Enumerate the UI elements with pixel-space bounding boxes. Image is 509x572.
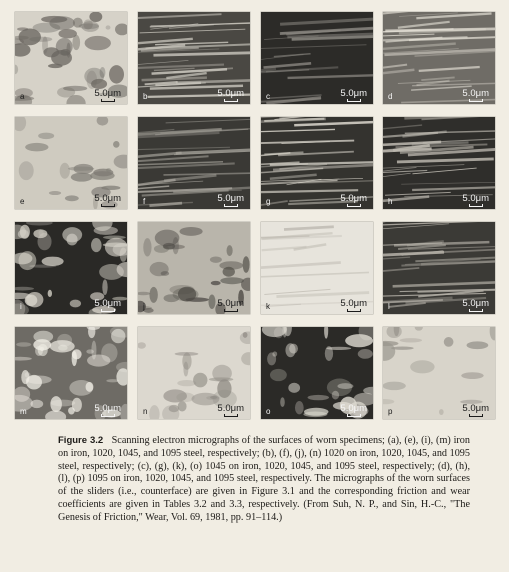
scale-bar	[340, 194, 367, 208]
caption-text: Scanning electron micrographs of the surfaces of worn specimens; (a), (e), (i), (m) iron on iron, 1020, 1045, and 1095 steel, respectively; (b), (f), (j), (n) 1020 on iron, 1020, 1045, and 1095 steel, respectively; (c), (g), (k), (o) 1045 on iron, 1020, 1045, and 1095 steel, respectively; (d), (h), (l), (p) 1095 on iron, 1020, 1045, and 1095 steel, respectively. The micrographs of the worn surfaces of the sliders (i.e., counterface) are given in Figure 3.1 and the corresponding friction and wear coefficients are given in Tables 3.2 and 3.3, respectively. (From Suh, N. P., and Sin, H.-C., "The Genesis of Friction," Wear, Vol. 69, 1981, pp. 91–114.)	[58, 435, 470, 523]
scale-bar-label: 5.0μm	[462, 192, 489, 204]
scale-bar-label: 5.0μm	[462, 402, 489, 414]
scale-bar-label: 5.0μm	[217, 402, 244, 414]
scale-bar-mark	[469, 309, 483, 312]
micrograph-panel-o	[261, 327, 373, 419]
scale-bar-label: 5.0μm	[462, 87, 489, 99]
scale-bar	[94, 404, 121, 418]
scale-bar-mark	[469, 204, 483, 207]
panel-label: j	[143, 302, 145, 311]
panel-label: f	[143, 197, 146, 206]
scale-bar-label: 5.0μm	[462, 297, 489, 309]
scale-bar-mark	[101, 414, 115, 417]
panel-label: n	[143, 407, 148, 416]
micrograph-panel-f	[138, 117, 250, 209]
scale-bar	[217, 299, 244, 313]
scale-bar	[217, 194, 244, 208]
scale-bar-mark	[224, 204, 238, 207]
scale-bar-mark	[224, 309, 238, 312]
scale-bar-label: 5.0μm	[340, 192, 367, 204]
scale-bar-label: 5.0μm	[340, 402, 367, 414]
micrograph-panel-m	[15, 327, 127, 419]
micrograph-panel-e	[15, 117, 127, 209]
scale-bar-mark	[469, 414, 483, 417]
panel-label: c	[266, 92, 270, 101]
panel-label: e	[20, 197, 25, 206]
micrograph-panel-a	[15, 12, 127, 104]
panel-label: g	[266, 197, 271, 206]
panel-label: m	[20, 407, 27, 416]
caption-label: Figure 3.2	[58, 435, 104, 446]
micrograph-panel-k	[261, 222, 373, 314]
scale-bar	[462, 404, 489, 418]
scale-bar-mark	[101, 204, 115, 207]
micrograph-panel-n	[138, 327, 250, 419]
panel-label: i	[20, 302, 22, 311]
micrograph-panel-l	[383, 222, 495, 314]
scale-bar	[340, 89, 367, 103]
scale-bar-label: 5.0μm	[340, 297, 367, 309]
scale-bar	[462, 299, 489, 313]
panel-label: d	[388, 92, 393, 101]
panel-label: l	[388, 302, 390, 311]
panel-label: b	[143, 92, 148, 101]
micrograph-panel-d	[383, 12, 495, 104]
scale-bar	[94, 299, 121, 313]
scale-bar-mark	[101, 99, 115, 102]
scale-bar	[340, 299, 367, 313]
micrograph-panel-c	[261, 12, 373, 104]
scale-bar	[217, 89, 244, 103]
scale-bar-label: 5.0μm	[94, 192, 121, 204]
micrograph-panel-b	[138, 12, 250, 104]
micrograph-panel-p	[383, 327, 495, 419]
panel-label: a	[20, 92, 25, 101]
figure-caption	[58, 435, 470, 525]
scale-bar-mark	[347, 414, 361, 417]
micrograph-panel-h	[383, 117, 495, 209]
panel-label: h	[388, 197, 393, 206]
scale-bar-mark	[347, 309, 361, 312]
scale-bar	[94, 89, 121, 103]
scale-bar	[462, 89, 489, 103]
scale-bar-label: 5.0μm	[94, 297, 121, 309]
scale-bar-label: 5.0μm	[217, 87, 244, 99]
scale-bar	[217, 404, 244, 418]
scale-bar-mark	[224, 99, 238, 102]
micrograph-panel-g	[261, 117, 373, 209]
scale-bar-label: 5.0μm	[94, 87, 121, 99]
scale-bar-label: 5.0μm	[217, 297, 244, 309]
scale-bar-label: 5.0μm	[340, 87, 367, 99]
scale-bar-label: 5.0μm	[217, 192, 244, 204]
scale-bar-mark	[469, 99, 483, 102]
scale-bar	[94, 194, 121, 208]
panel-label: p	[388, 407, 393, 416]
scale-bar-mark	[347, 204, 361, 207]
micrograph-panel-j	[138, 222, 250, 314]
micrograph-panel-i	[15, 222, 127, 314]
scale-bar	[462, 194, 489, 208]
scale-bar-mark	[347, 99, 361, 102]
scale-bar	[340, 404, 367, 418]
scale-bar-label: 5.0μm	[94, 402, 121, 414]
panel-label: k	[266, 302, 270, 311]
scale-bar-mark	[101, 309, 115, 312]
panel-label: o	[266, 407, 271, 416]
scale-bar-mark	[224, 414, 238, 417]
